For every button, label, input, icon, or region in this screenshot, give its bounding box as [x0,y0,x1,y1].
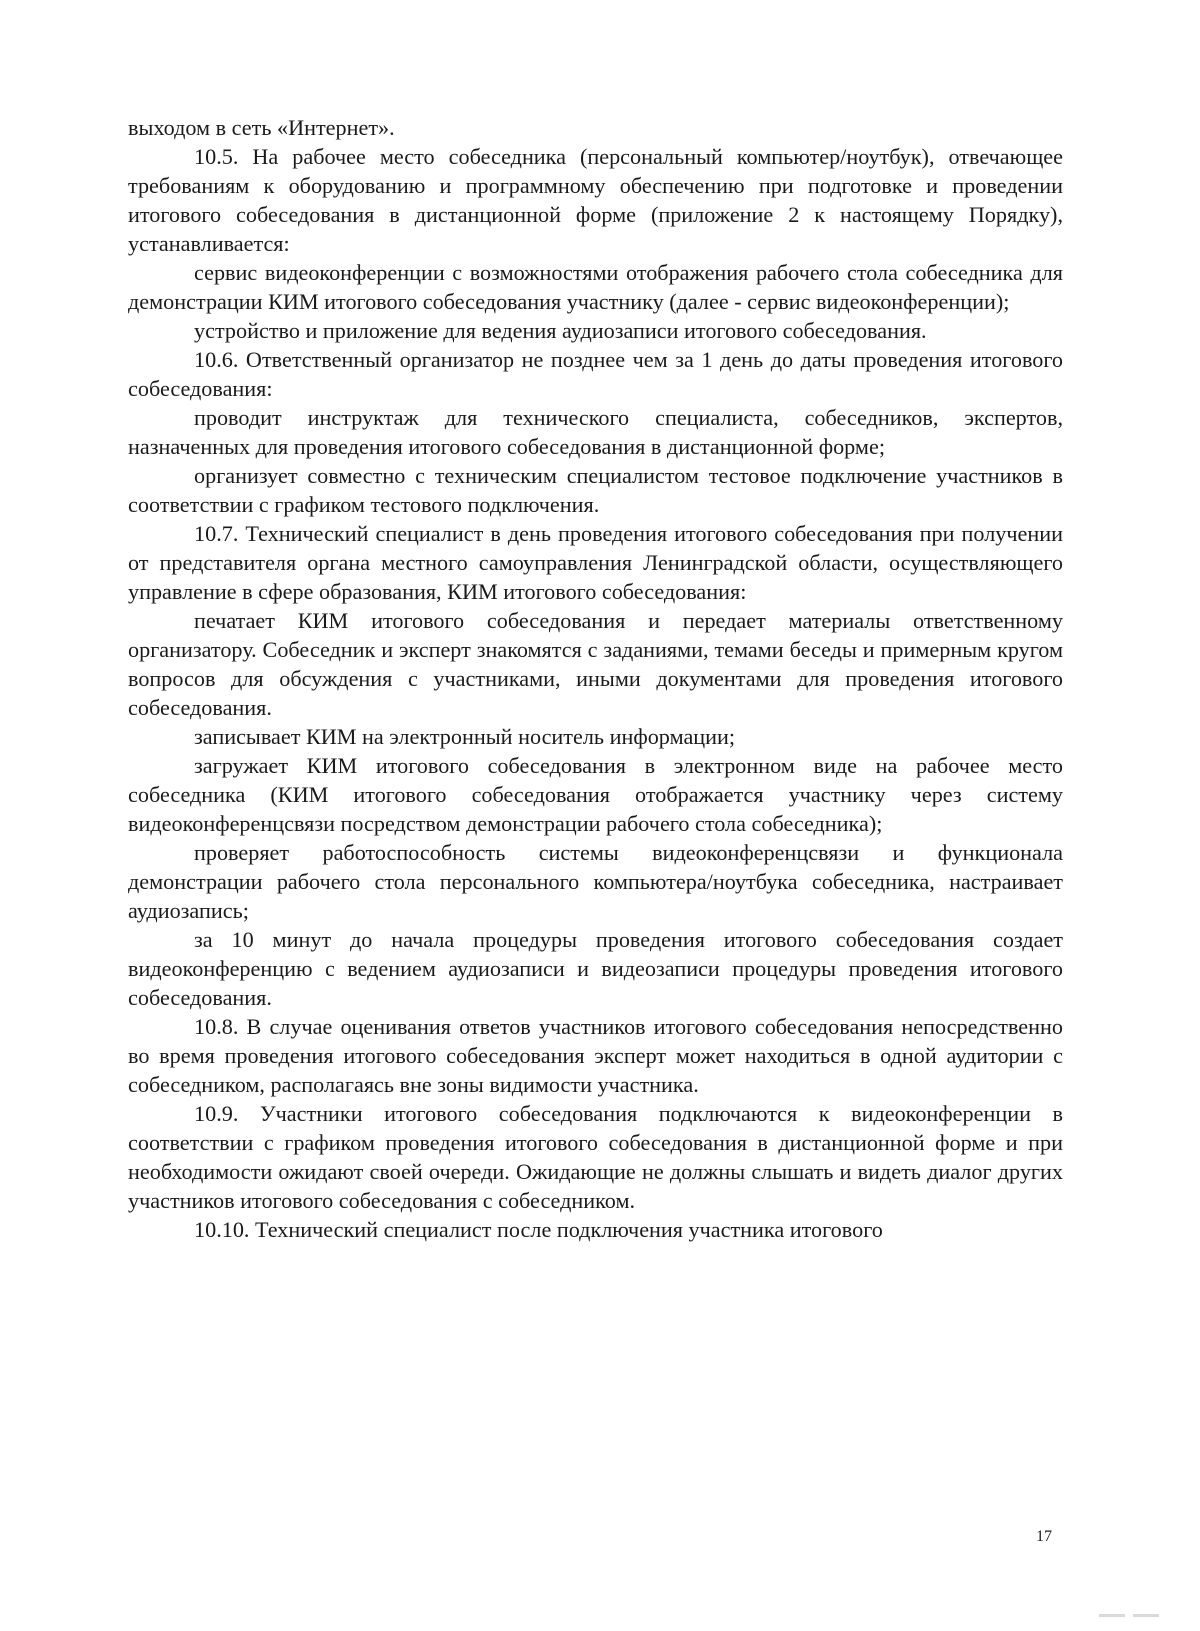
paragraph-10-5: 10.5. На рабочее место собеседника (персональный компьютер/ноутбук), отвечающее требованиям к оборудованию и программному обеспечению при подготовке и проведении итогового собеседования в дистанционной форме (приложение 2 к настоящему Порядку), устанавливается: [128,144,1063,256]
scan-artifact-mark [1133,1614,1159,1617]
paragraph-creates-conference: за 10 минут до начала процедуры проведения итогового собеседования создает видеоконференцию с ведением аудиозаписи и видеозаписи процедуры проведения итогового собеседования. [128,927,1063,1010]
paragraph-10-7: 10.7. Технический специалист в день проведения итогового собеседования при получении от представителя органа местного самоуправления Ленинградской области, осуществляющего управление в сфере образования, КИМ итогового собеседования: [128,521,1063,604]
paragraph-video-service: сервис видеоконференции с возможностями отображения рабочего стола собеседника для демонстрации КИМ итогового собеседования участнику (далее - сервис видеоконференции); [128,260,1063,314]
paragraph-continuation: выходом в сеть «Интернет». [128,115,395,140]
page-number: 17 [1036,1528,1052,1545]
paragraph-10-9: 10.9. Участники итогового собеседования подключаются к видеоконференции в соответствии с графиком проведения итогового собеседования в дистанционной форме и при необходимости ожидают своей очереди. Ожидающие не должны слышать и видеть диалог других участников итогового собеседования с собеседником. [128,1101,1063,1213]
paragraph-records-kim: записывает КИМ на электронный носитель информации; [194,724,736,749]
paragraph-10-6: 10.6. Ответственный организатор не позднее чем за 1 день до даты проведения итогового собеседования: [128,347,1063,401]
scan-artifact-mark [1099,1614,1125,1617]
paragraph-10-8: 10.8. В случае оценивания ответов участников итогового собеседования непосредственно во время проведения итогового собеседования эксперт может находиться в одной аудитории с собеседником, располагаясь вне зоны видимости участника. [128,1014,1063,1097]
paragraph-uploads-kim: загружает КИМ итогового собеседования в электронном виде на рабочее место собеседника (КИМ итогового собеседования отображается участнику через систему видеоконференцсвязи посредством демонстрации рабочего стола собеседника); [128,753,1063,836]
paragraph-test-connection: организует совместно с техническим специалистом тестовое подключение участников в соответствии с графиком тестового подключения. [128,463,1063,517]
paragraph-prints-kim: печатает КИМ итогового собеседования и передает материалы ответственному организатору. Собеседник и эксперт знакомятся с заданиями, темами беседы и примерным кругом вопросов для обсуждения с участниками, иными документами для проведения итогового собеседования. [128,608,1063,720]
paragraph-briefing: проводит инструктаж для технического специалиста, собеседников, экспертов, назначенных для проведения итогового собеседования в дистанционной форме; [128,405,1063,459]
paragraph-checks-system: проверяет работоспособность системы видеоконференцсвязи и функционала демонстрации рабочего стола персонального компьютера/ноутбука собеседника, настраивает аудиозапись; [128,840,1063,923]
paragraph-10-10: 10.10. Технический специалист после подключения участника итогового [194,1217,883,1242]
document-body [128,113,1063,1244]
paragraph-audio-device: устройство и приложение для ведения аудиозаписи итогового собеседования. [194,318,927,343]
